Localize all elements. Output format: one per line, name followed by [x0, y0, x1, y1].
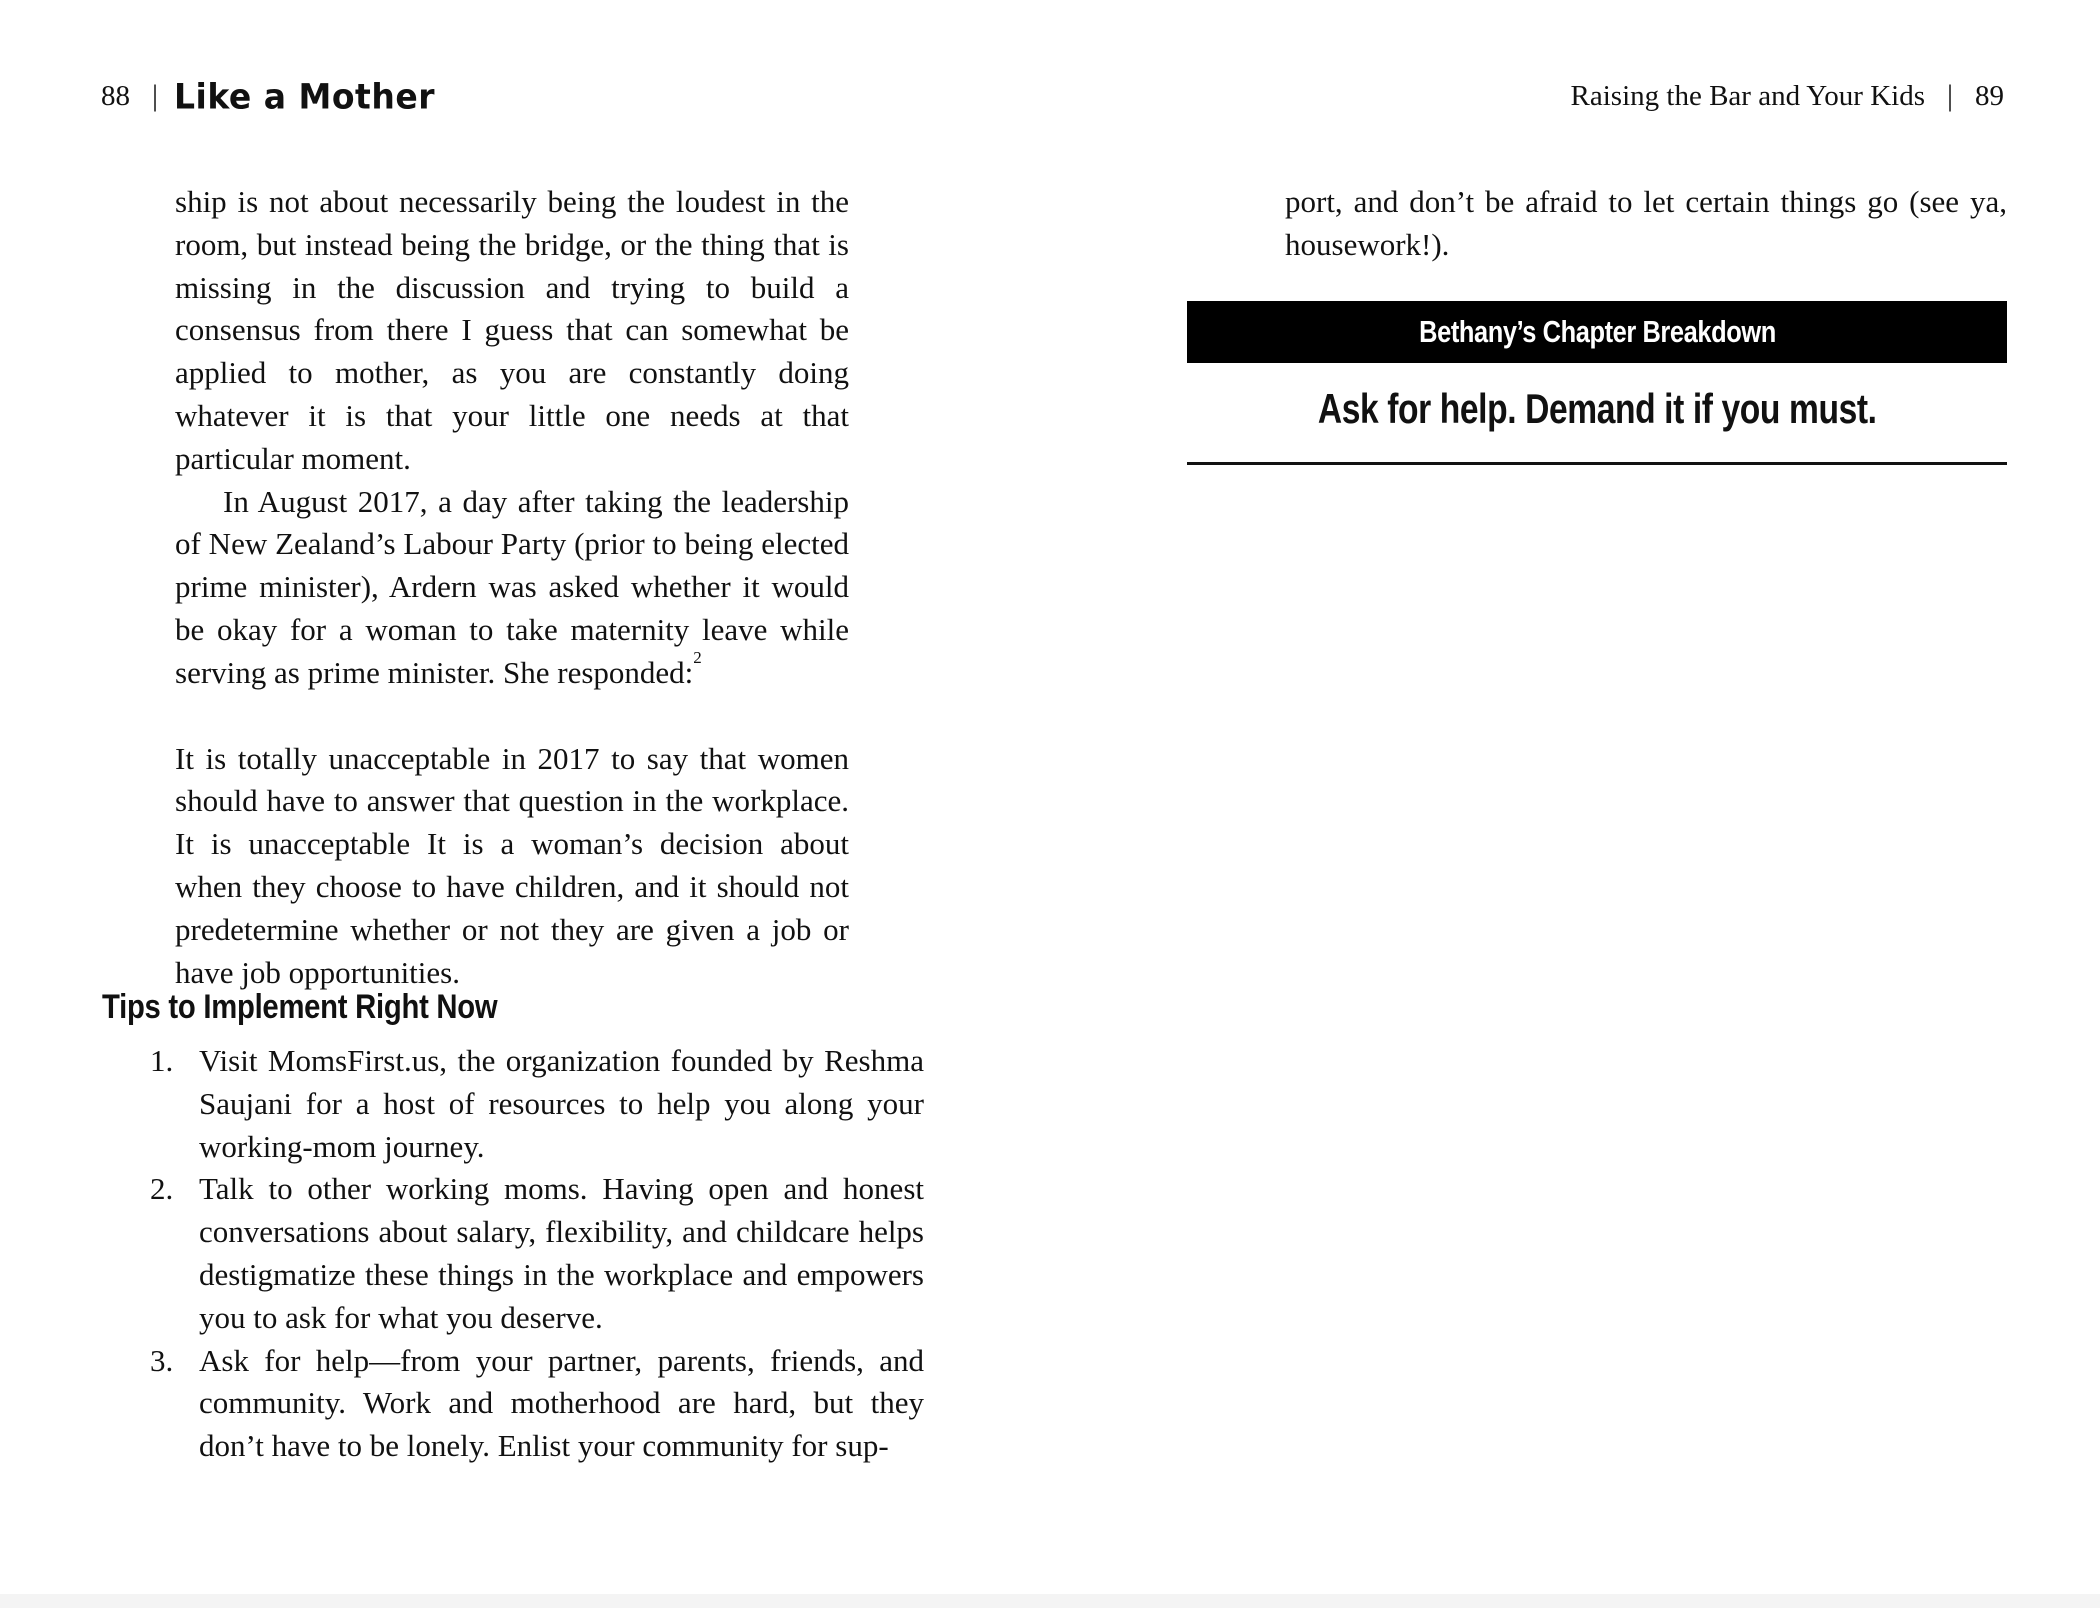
left-running-head: [101, 74, 435, 118]
paragraph-continued: ship is not about necessarily being the loudest in the room, but instead being the bridge, or the thing that is missing in the discussion and trying to build a consensus from there I guess that can somewhat be applied to mother, as you are constantly doing whatever it is that your little one needs at that particular moment.: [175, 184, 849, 476]
list-item-text: Ask for help—from your partner, parents, friends, and community. Work and motherhood are hard, but they don’t have to be lonely. Enlist your community for sup-: [199, 1342, 924, 1464]
list-item-number: 3.: [150, 1342, 174, 1378]
viewer-bottom-edge: [0, 1594, 2100, 1608]
list-item-number: 1.: [150, 1043, 174, 1078]
list-item-text: Talk to other working moms. Having open and honest conversations about salary, flexibility, and childcare helps destigmatize these things in the workplace and empowers you to ask for what you deserve.: [199, 1171, 924, 1335]
left-body-text: [175, 181, 849, 994]
list-item: [150, 1040, 924, 1168]
breakdown-title-bar: [1187, 301, 2007, 363]
right-body-text: [1285, 181, 2007, 267]
list-item: [150, 1168, 924, 1339]
paragraph-ardern: [175, 481, 849, 695]
tips-list: [150, 1040, 924, 1468]
quote-spacer: [175, 695, 849, 738]
paragraph-continuation: port, and don’t be afraid to let certain things go (see ya, housework!).: [1285, 184, 2007, 262]
list-item-text: Visit MomsFirst.us, the organization founded by Reshma Saujani for a host of resources to help you along your working-mom journey.: [199, 1043, 924, 1164]
breakdown-summary: [1187, 385, 2007, 433]
breakdown-summary-text: Ask for help. Demand it if you must.: [1317, 385, 1877, 432]
right-running-head: [1571, 74, 2004, 118]
tips-heading: Tips to Implement Right Now: [102, 988, 498, 1026]
right-header-separator: |: [1946, 79, 1953, 112]
paragraph-ardern-text: In August 2017, a day after taking the leadership of New Zealand’s Labour Party (prior to being elected prime minister), Ardern was asked whether it would be okay for a woman to take maternity leave while serving as prime minister. She responded:: [175, 483, 849, 690]
list-item: [150, 1340, 924, 1468]
chapter-title: Raising the Bar and Your Kids: [1570, 79, 1925, 112]
list-item-number: 2.: [150, 1171, 174, 1207]
footnote-marker: 2: [693, 647, 702, 667]
left-page-number: 88: [101, 79, 130, 112]
left-header-separator: |: [152, 79, 159, 112]
breakdown-title: Bethany’s Chapter Breakdown: [1418, 314, 1776, 349]
book-title: Like a Mother: [174, 75, 435, 117]
right-page-number: 89: [1975, 79, 2004, 112]
breakdown-divider: [1187, 462, 2007, 465]
block-quote: It is totally unacceptable in 2017 to say that women should have to answer that question in the workplace. It is unacceptable It is a woman’s decision about when they choose to have children, and it should not predetermine whether or not they are given a job or have job opportunities.: [175, 740, 849, 990]
